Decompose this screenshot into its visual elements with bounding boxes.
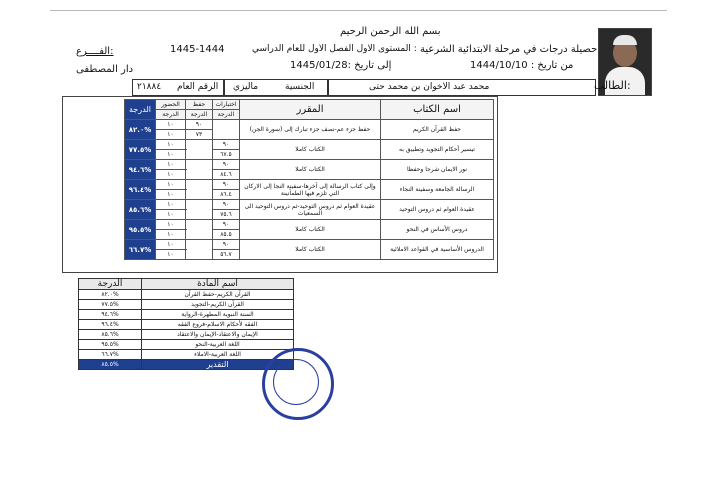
att-max: ١٠ [156,200,186,210]
academic-year: 1445-1444 [170,44,225,55]
summary-grade-header: الدرجة [79,279,142,290]
course-cell: وإلى كتاب الرسالة إلى آخرها-سفينة النجا إلى الاركان التي تلزم فيها الطمأنينة [240,180,381,200]
row-grade: ٩٥.٥% [125,220,156,240]
course-cell: عقيدة العوام ثم دروس التوحيد-ثم دروس التوحيد الى السمعيات [240,200,381,220]
final-label: التقدير [142,360,294,370]
top-rule [50,10,667,11]
id-box [132,79,224,96]
att-max: ١٠ [156,120,186,130]
summary-subject: السنة النبوية المطهرة-الرواية [142,310,294,320]
official-stamp [262,348,334,420]
student-label: الطالب: [594,79,631,92]
summary-grade: ٩٤.٦% [79,310,142,320]
att-score: ١٠ [156,170,186,180]
row-grade: ٦٦.٧% [125,240,156,260]
to-date: إلى تاريخ :1445/01/28 [290,60,392,71]
book-header: اسم الكتاب [381,100,494,120]
att-sub-header: الدرجة [156,110,186,120]
att-score: ١٠ [156,210,186,220]
course-cell: الكتاب كاملا [240,160,381,180]
book-cell: دروس الأساس في النحو [381,220,494,240]
grade-header: الدرجة [125,100,156,120]
exam-max: ٩٠ [213,240,240,250]
student-name: محمد عبد الاخوان بن محمد حتى [369,82,490,92]
exam-sub-header: الدرجة [213,110,240,120]
hifz-cell [186,180,213,200]
att-max: ١٠ [156,160,186,170]
exam-max: ٩٠ [213,140,240,150]
exam-max: ٩٠ [213,200,240,210]
att-score: ١٠ [156,190,186,200]
exam-cell [213,120,240,140]
book-cell: حفظ القرآن الكريم [381,120,494,140]
branch-label: الفــــرع: [76,46,114,57]
att-score: ١٠ [156,250,186,260]
att-score: ١٠ [156,150,186,160]
att-max: ١٠ [156,140,186,150]
from-date: من تاريخ : 1444/10/10 [470,60,574,71]
summary-grade: ٦٦.٧% [79,350,142,360]
hifz-cell [186,240,213,260]
row-grade: ٧٧.٥% [125,140,156,160]
hifz-score: ٧٣ [186,130,213,140]
course-header: المقرر [240,100,381,120]
exam-max: ٩٠ [213,220,240,230]
summary-grade: ٩٦.٤% [79,320,142,330]
id-label: الرقم العام [177,82,219,92]
exam-score: ٦٧.٥ [213,150,240,160]
course-cell: حفظ جزء عم-نصف جزء تبارك إلى (سورة الجن) [240,120,381,140]
att-max: ١٠ [156,220,186,230]
student-name-box [328,79,596,96]
memorization-header: حفظ [186,100,213,110]
exam-score: ٧٥.٦ [213,210,240,220]
book-cell: تيسير أحكام التجويد وتطبيق به [381,140,494,160]
hifz-cell [186,160,213,180]
id-value: ٢١٨٨٤ [137,82,162,92]
book-cell: نور الايمان شرحا وحفظا [381,160,494,180]
exam-score: ٨٦.٤ [213,190,240,200]
exam-score: ٥٦.٧ [213,250,240,260]
hifz-cell [186,140,213,160]
hifz-sub-header: الدرجة [186,110,213,120]
summary-subject: الإيمان والاعتقاد-الإيمان والاعتقاد [142,330,294,340]
summary-subject-header: اسم المادة [142,279,294,290]
book-cell: الدروس الأساسية في القواعد الاملائية [381,240,494,260]
attendance-header: الحضور [156,100,186,110]
grades-table [124,99,494,260]
course-cell: الكتاب كاملا [240,220,381,240]
att-max: ١٠ [156,240,186,250]
nationality-box [224,79,328,96]
book-cell: عقيدة العوام ثم دروس التوحيد [381,200,494,220]
summary-subject: القرآن الكريم-التجويد [142,300,294,310]
summary-subject: اللغة العربية-الاملاء [142,350,294,360]
nationality-label: الجنسية [285,82,315,92]
level-line: المستوى الاول الفصل الاول للعام الدراسي : [252,44,417,54]
branch-value: دار المصطفى [76,64,134,75]
summary-subject: القرآن الكريم-حفظ القرآن [142,290,294,300]
row-grade: ٩٦.٤% [125,180,156,200]
grades-title: حصيلة درجات في مرحلة الابتدائية الشرعية [420,44,598,55]
exams-header: اختبارات [213,100,240,110]
nationality-value: ماليزي [233,82,259,92]
summary-grade: ٨٢.٠% [79,290,142,300]
exam-score: ٨٥.٥ [213,230,240,240]
hifz-max: ٩٠ [186,120,213,130]
basmala: بسم الله الرحمن الرحيم [340,26,441,37]
att-score: ١٠ [156,230,186,240]
summary-table [78,278,294,370]
final-grade: ٨٥.٥% [79,360,142,370]
summary-subject: الفقه لأحكام الاسلام-فروع الفقه [142,320,294,330]
hifz-cell [186,200,213,220]
row-grade: ٩٤.٦% [125,160,156,180]
att-score: ١٠ [156,130,186,140]
summary-grade: ٧٧.٥% [79,300,142,310]
summary-subject: اللغة العربية-النحو [142,340,294,350]
course-cell: الكتاب كاملا [240,140,381,160]
exam-max: ٩٠ [213,180,240,190]
summary-grade: ٨٥.٦% [79,330,142,340]
book-cell: الرسالة الجامعة وسفينة النجاء [381,180,494,200]
summary-grade: ٩٥.٥% [79,340,142,350]
hifz-cell [186,220,213,240]
att-max: ١٠ [156,180,186,190]
row-grade: ٨٥.٦% [125,200,156,220]
row-grade: ٨٢.٠% [125,120,156,140]
course-cell: الكتاب كاملا [240,240,381,260]
exam-score: ٨٤.٦ [213,170,240,180]
exam-max: ٩٠ [213,160,240,170]
